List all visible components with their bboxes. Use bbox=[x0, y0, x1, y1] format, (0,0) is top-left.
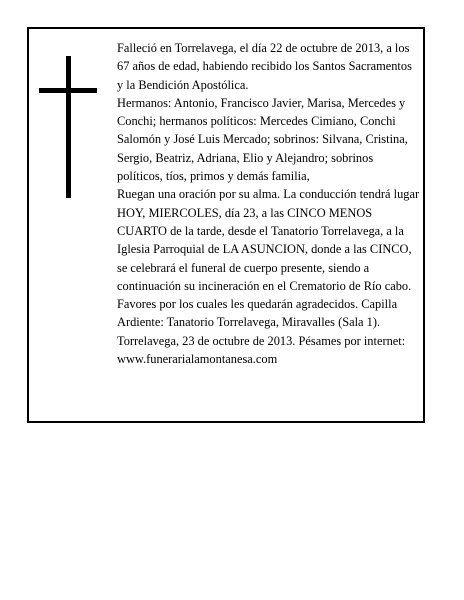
obituary-notice bbox=[27, 27, 425, 423]
cross-horizontal-bar bbox=[39, 88, 97, 93]
family-paragraph: Hermanos: Antonio, Francisco Javier, Marisa, Mercedes y Conchi; hermanos políticos: Mercedes Cimiano, Conchi Salomón y José Luis Mercado; sobrinos: Silvana, Cristina, Sergio, Beatriz, Adriana, Elio y Alejandro; sobrinos políticos, tíos, primos y demás familia, bbox=[117, 95, 408, 184]
obituary-text bbox=[117, 39, 421, 368]
death-announcement-paragraph: Falleció en Torrelavega, el día 22 de octubre de 2013, a los 67 años de edad, habiendo recibido los Santos Sacramentos y la Bendición Apostólica. bbox=[117, 41, 412, 92]
cross-vertical-bar bbox=[66, 56, 71, 198]
latin-cross-icon bbox=[39, 56, 97, 198]
funeral-details-paragraph: Ruegan una oración por su alma. La conducción tendrá lugar HOY, MIERCOLES, día 23, a las CINCO MENOS CUARTO de la tarde, desde el Tanatorio Torrelavega, a la Iglesia Parroquial de LA ASUNCION, donde a las CINCO, se celebrará el funeral de cuerpo presente, siendo a continuación su incineración en el Crematorio de Río cabo. Favores por los cuales les quedarán agradecidos. Capilla Ardiente: Tanatorio Torrelavega, Miravalles (Sala 1). bbox=[117, 187, 420, 330]
date-and-condolences-paragraph: Torrelavega, 23 de octubre de 2013. Pésames por internet: www.funerarialamontanesa.com bbox=[117, 333, 406, 367]
